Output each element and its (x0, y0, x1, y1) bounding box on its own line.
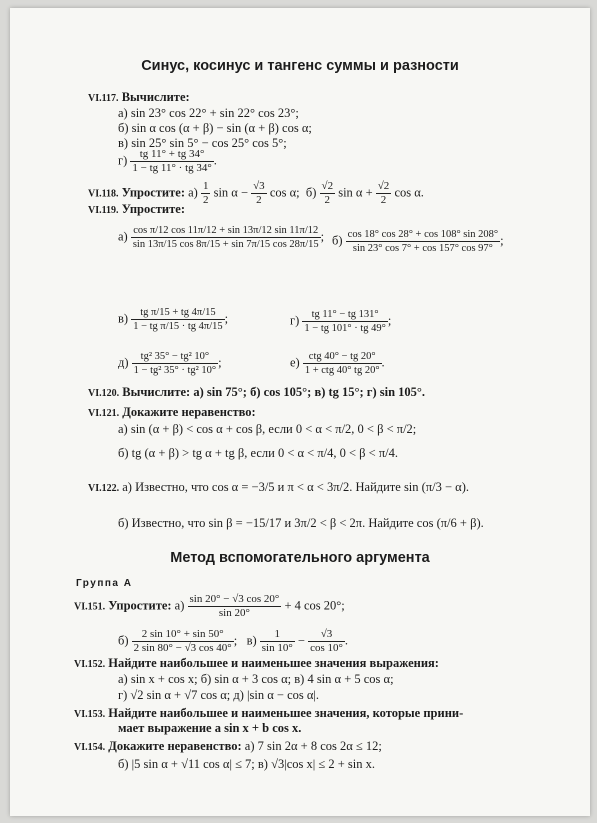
problem-119-b: б) $\frac{\cos 18^\circ \cos 28^\circ + \cos 108^\circ \sin 208^\circ}{\sin 23^\circ \cos 7^\circ + \cos 157^\circ \cos 97^\circ}$ ; (332, 229, 504, 254)
problem-154-line1 (74, 739, 382, 755)
problem-119-f: е) $\frac{\text{ctg 40° − tg 20°}}{\text{1 + ctg 40° tg 20°}}$ . (290, 351, 385, 376)
numerator: tg 11° − tg 131° (302, 308, 387, 322)
problem-119-header (88, 202, 185, 218)
item-label: в) (118, 311, 129, 326)
problem-number: VI.117. (88, 93, 119, 104)
punctuation: . (213, 153, 217, 168)
problem-number: VI.121. (88, 408, 120, 419)
section-heading-auxiliary-argument: Метод вспомогательного аргумента (170, 550, 430, 566)
problem-122-b: б) Известно, что sin β = −15/17 и 3π/2 < β < 2π. Найдите cos (π/6 + β). (118, 516, 484, 530)
numerator: cos 18° cos 28° + cos 108° sin 208° (347, 229, 499, 240)
problem-number: VI.152. (74, 659, 106, 670)
fraction (132, 350, 218, 377)
denominator: sin 23° cos 7° + cos 157° cos 97° (352, 243, 493, 254)
denominator: 1 − tg 11° · tg 34° (132, 162, 212, 174)
problem-119-c: в) $\frac{\text{tg π/15 + tg 4π/15}}{\text{1 − tg π/15 · tg 4π/15}}$ ; (118, 307, 229, 332)
numerator: sin 20° − √3 cos 20° (189, 593, 280, 605)
numerator: 1 (202, 180, 209, 192)
fraction (320, 180, 336, 207)
item-label: а) (118, 229, 128, 244)
numerator: tg² 35° − tg² 10° (132, 350, 218, 364)
numerator: √2 (321, 180, 334, 192)
problem-text: Вычислите: а) sin 75°; б) cos 105°; в) tg 15°; г) sin 105°. (122, 385, 426, 399)
problem-117-a: а) sin 23° cos 22° + sin 22° cos 23°; (118, 106, 299, 120)
denominator: 1 − tg π/15 · tg 4π/15 (133, 321, 223, 332)
fraction (251, 180, 267, 207)
fraction (376, 180, 392, 207)
problem-title: Упростите: (108, 598, 172, 613)
numerator: cos π/12 cos 11π/12 + sin 13π/12 sin 11π/12 (131, 224, 321, 238)
problem-number: VI.122. (88, 483, 120, 494)
denominator: cos 10° (310, 642, 343, 654)
problem-151-a (74, 593, 345, 620)
problem-119-a: а) $\frac{\text{cos π/12 cos 11π/12 + sin 13π/12 sin 11π/12}}{\sin 13\pi/15 \cos 8\pi/15 + \sin 7\pi/15 \cos 28\pi/15}$ ; (118, 225, 325, 250)
problem-title: Докажите неравенство: (122, 405, 256, 419)
problem-number: VI.151. (74, 601, 106, 613)
denominator: 2 (324, 194, 331, 206)
problem-120 (88, 385, 425, 401)
problem-number: VI.119. (88, 205, 119, 216)
denominator: 2 (380, 194, 387, 206)
problem-152-header (74, 656, 439, 672)
numerator: 2 sin 10° + sin 50° (132, 628, 234, 642)
expression-text: + 4 cos 20°; (284, 598, 345, 613)
expression-text: cos α. (394, 185, 424, 200)
problem-117-header (88, 90, 190, 106)
denominator: sin 20° (218, 607, 250, 619)
denominator: 2 (202, 194, 209, 206)
expression-text: cos α; (269, 185, 300, 200)
problem-117-c: в) sin 25° sin 5° − cos 25° cos 5°; (118, 136, 287, 150)
denominator: 1 − tg 101° · tg 49° (304, 323, 386, 334)
problem-title: Упростите: (121, 185, 185, 200)
denominator: sin 13π/15 cos 8π/15 + sin 7π/15 cos 28π/15 (132, 239, 319, 250)
numerator: 1 (260, 628, 295, 642)
item-label: б) (305, 185, 317, 200)
problem-121-b: б) tg (α + β) > tg α + tg β, если 0 < α < π/4, 0 < β < π/4. (118, 446, 398, 460)
numerator: √2 (377, 180, 390, 192)
problem-text: а) Известно, что cos α = −3/5 и π < α < 3π/2. Найдите sin (π/3 − α). (122, 480, 469, 494)
item-label: е) (290, 355, 300, 370)
numerator: tg 11° + tg 34° (130, 148, 213, 162)
item-label: б) (118, 633, 129, 648)
numerator: √3 (308, 628, 345, 642)
fraction (132, 628, 234, 655)
problem-117-b: б) sin α cos (α + β) − sin (α + β) cos α; (118, 121, 312, 135)
problem-153-line2: мает выражение a sin x + b cos x. (118, 721, 302, 735)
problem-119-e: д) $\frac{\text{tg² 35° − tg² 10°}}{\text{1 − tg² 35° · tg² 10°}}$ ; (118, 351, 222, 376)
problem-121-header (88, 405, 256, 421)
problem-number: VI.153. (74, 709, 106, 720)
item-label: д) (118, 355, 129, 370)
denominator: 1 − tg² 35° · tg² 10° (133, 365, 217, 376)
denominator: sin 10° (261, 642, 293, 654)
numerator: ctg 40° − tg 20° (303, 350, 382, 364)
item-label: в) (246, 633, 257, 648)
problem-117-d (118, 148, 217, 175)
fraction (308, 628, 345, 655)
problem-text: Найдите наибольшее и наименьшее значения, которые прини- (108, 706, 464, 720)
numerator: √3 (253, 180, 265, 192)
problem-154-line2: б) |5 sin α + √11 cos α| ≤ 7; в) √3|cos x| ≤ 2 + sin x. (118, 757, 375, 771)
numerator: tg π/15 + tg 4π/15 (131, 306, 224, 320)
denominator: 2 sin 80° − √3 cos 40° (133, 642, 232, 654)
problem-number: VI.154. (74, 742, 106, 753)
expression-text: sin α − (213, 185, 249, 200)
problem-number: VI.118. (88, 188, 119, 200)
denominator: 2 (256, 194, 262, 206)
problem-122-a (88, 480, 469, 496)
group-label: Группа А (76, 578, 133, 589)
problem-title: Найдите наибольшее и наименьшее значения выражения: (108, 656, 439, 670)
item-label: б) (332, 233, 343, 248)
problem-121-a: а) sin (α + β) < cos α + cos β, если 0 < α < π/2, 0 < β < π/2; (118, 422, 417, 436)
problem-153-line1 (74, 706, 463, 722)
denominator: 1 + ctg 40° tg 20° (304, 365, 380, 376)
fraction (201, 180, 211, 207)
problem-title: Вычислите: (121, 90, 190, 104)
item-label: г) (118, 153, 128, 168)
expression-text: sin α + (338, 185, 373, 200)
section-heading-sum-difference: Синус, косинус и тангенс суммы и разности (141, 58, 459, 74)
problem-152-line1: а) sin x + cos x; б) sin α + 3 cos α; в) 4 sin α + 5 cos α; (118, 672, 394, 686)
fraction (131, 306, 224, 333)
fraction (188, 593, 282, 620)
fraction (303, 350, 382, 377)
fraction (302, 308, 387, 335)
fraction (260, 628, 295, 655)
item-label: а) (188, 185, 198, 200)
problem-title: Упростите: (121, 202, 185, 216)
problem-number: VI.120. (88, 388, 120, 399)
fraction (346, 228, 500, 255)
problem-text: а) 7 sin 2α + 8 cos 2α ≤ 12; (244, 739, 382, 753)
problem-119-d: г) $\frac{tg 11^\circ - tg 131^\circ}{1 - tg 101^\circ \cdot tg 49^\circ}$ ; (290, 309, 392, 334)
fraction (130, 148, 213, 175)
problem-title: Докажите неравенство: (108, 739, 242, 753)
fraction (131, 224, 321, 251)
textbook-page (10, 8, 590, 816)
problem-152-line2: г) √2 sin α + √7 cos α; д) |sin α − cos α|. (118, 688, 320, 702)
item-label: г) (290, 313, 300, 328)
problem-151-b: б) $\frac{2 \sin 10^\circ + \sin 50^\circ}{2 \sin 80^\circ - √3 \cos 40^\circ}$ ; в) $\frac{1}{\sin 10^\circ}$ − $\frac{√3}{\cos 10^\circ}$ . (118, 628, 349, 654)
item-label: а) (174, 598, 185, 613)
